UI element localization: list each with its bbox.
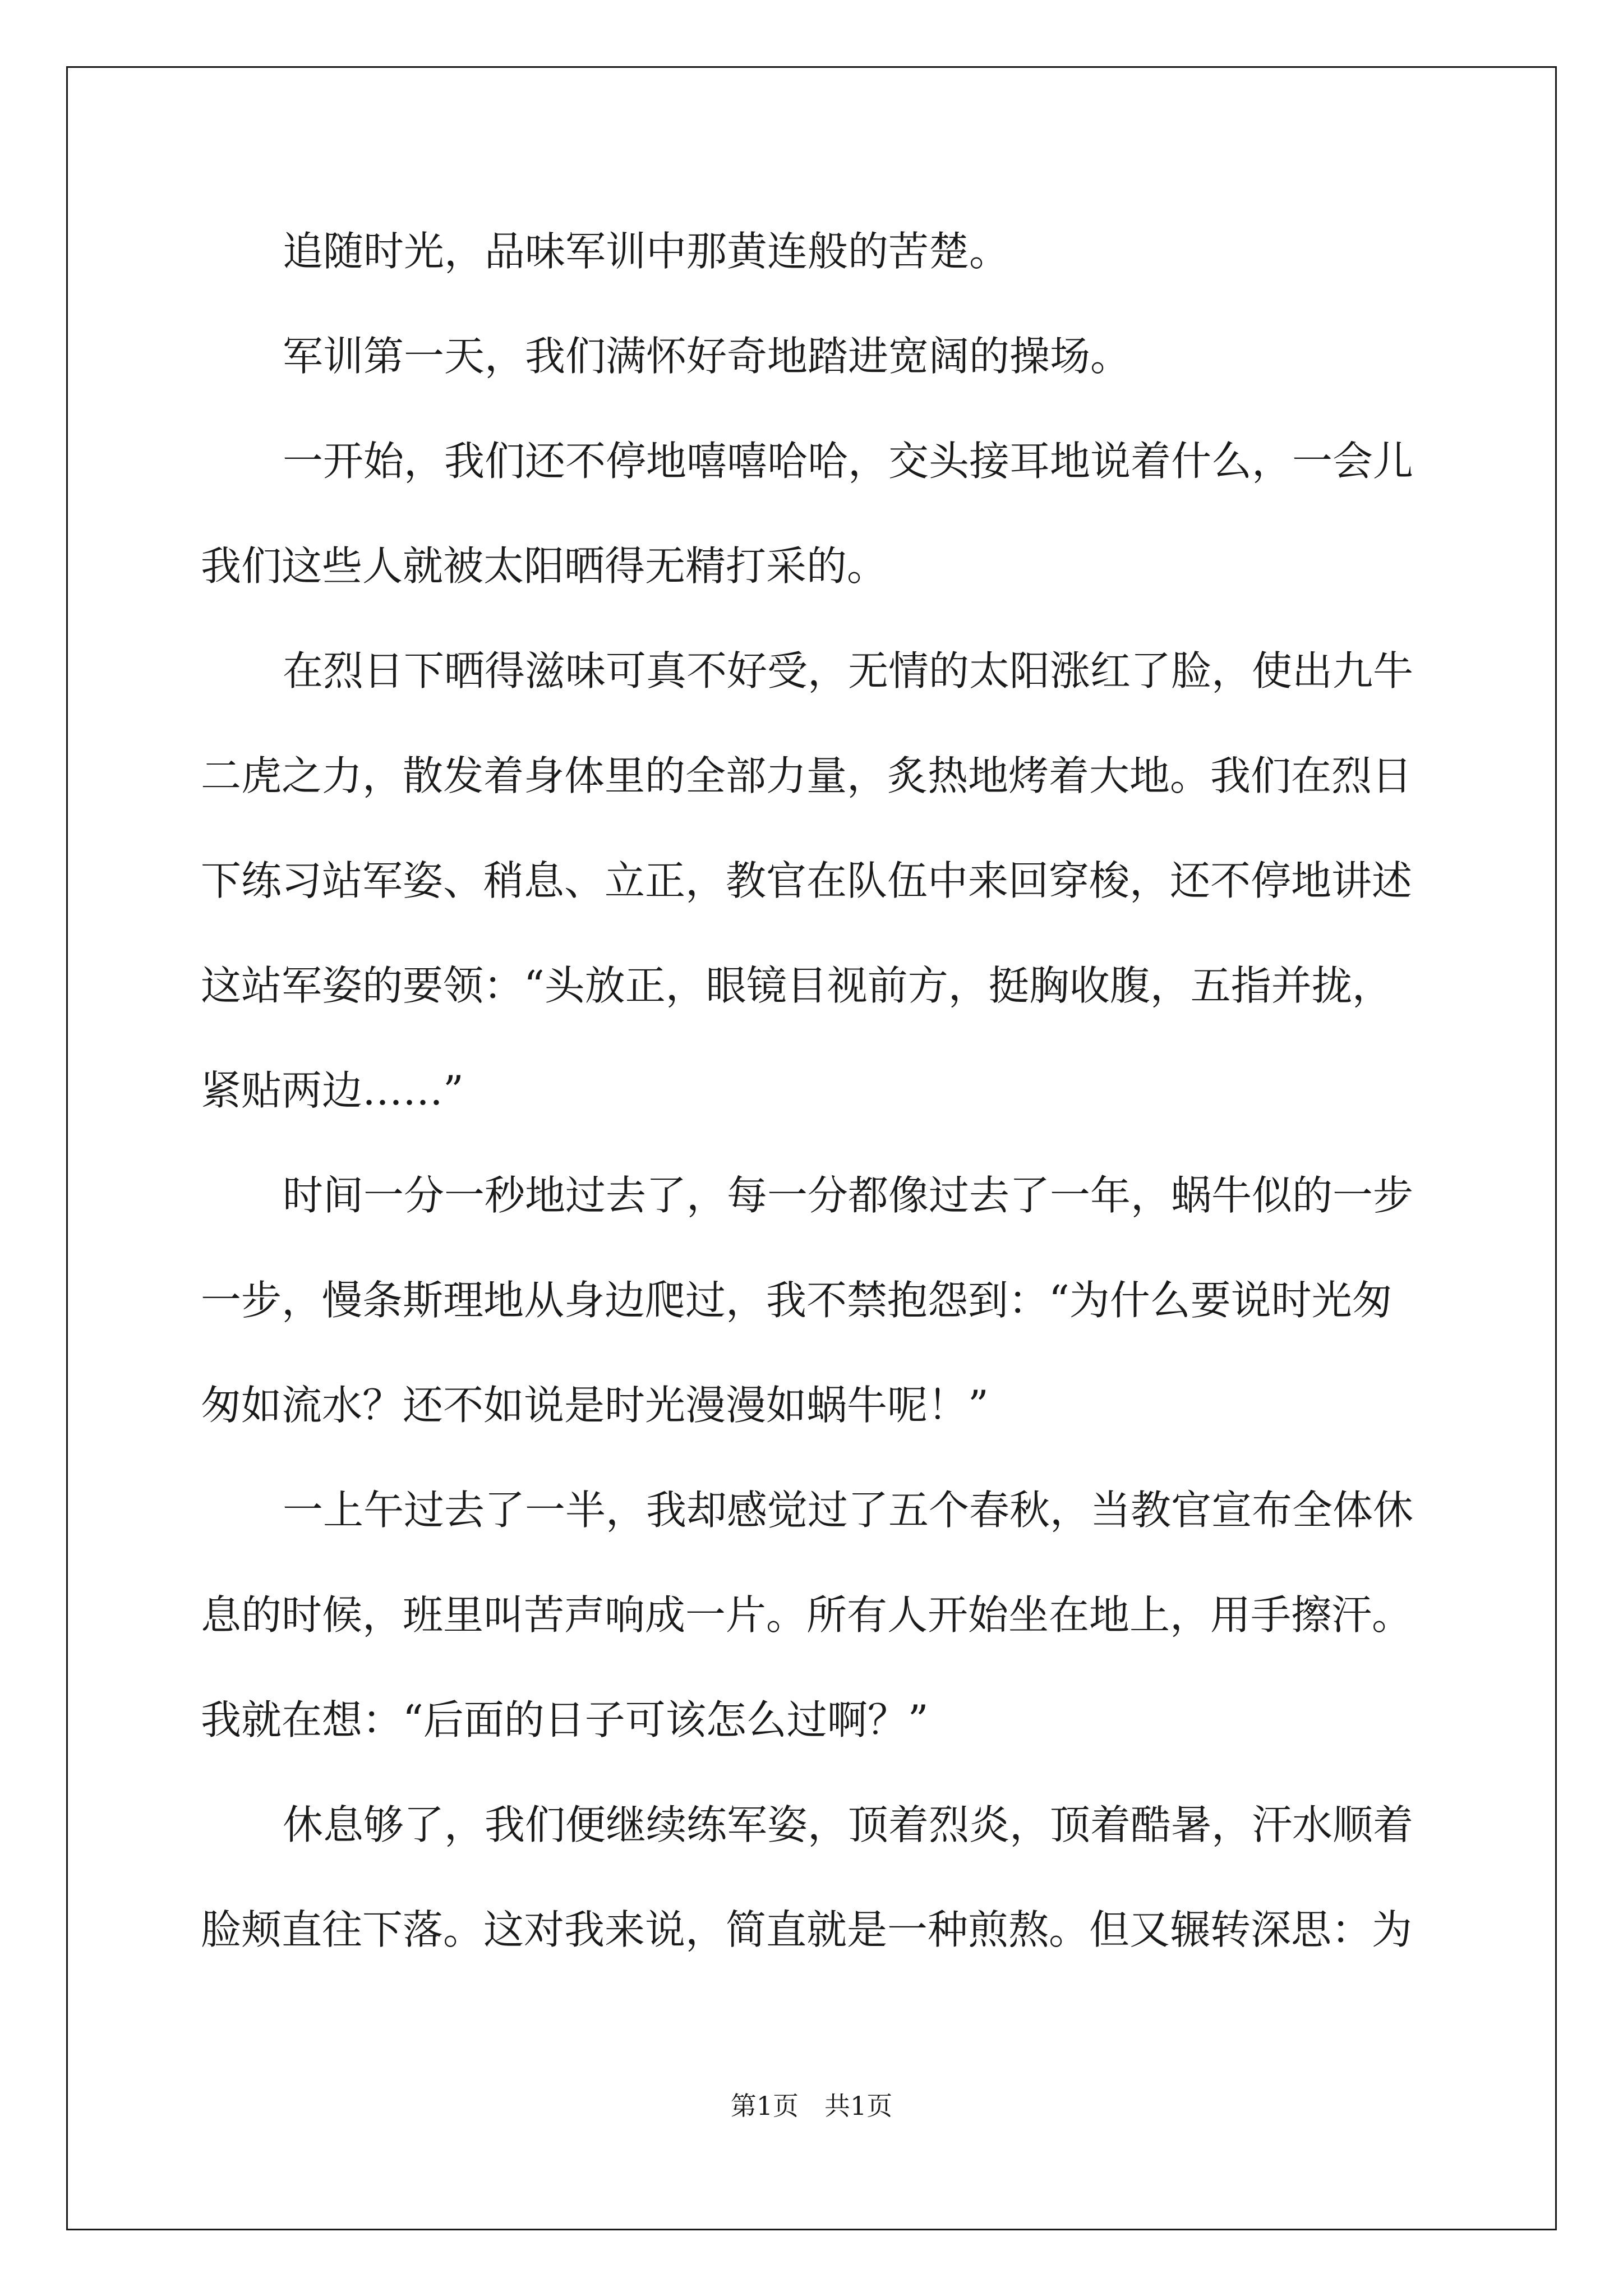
text-line: 息的时候，班里叫苦声响成一片。所有人开始坐在地上，用手擦汗。: [201, 1591, 1413, 1639]
text-line: 下练习站军姿、稍息、立正，教官在队伍中来回穿梭，还不停地讲述: [201, 857, 1413, 904]
text-line: 紧贴两边……”: [201, 1067, 464, 1114]
text-line: 这站军姿的要领：“头放正，眼镜目视前方，挺胸收腹，五指并拢，: [201, 962, 1393, 1009]
text-line: 在烈日下晒得滋味可真不好受，无情的太阳涨红了脸，使出九牛: [283, 647, 1414, 694]
text-line: 我们这些人就被太阳晒得无精打采的。: [201, 542, 888, 590]
text-line: 时间一分一秒地过去了，每一分都像过去了一年，蜗牛似的一步: [283, 1172, 1414, 1219]
text-line: 一上午过去了一半，我却感觉过了五个春秋，当教官宣布全体休: [283, 1487, 1414, 1534]
text-line: 一步，慢条斯理地从身边爬过，我不禁抱怨到：“为什么要说时光匆: [201, 1277, 1393, 1324]
text-line: 匆如流水？还不如说是时光漫漫如蜗牛呢！”: [201, 1382, 989, 1429]
text-line: 一开始，我们还不停地嘻嘻哈哈，交头接耳地说着什么，一会儿: [283, 438, 1414, 485]
text-line: 脸颊直往下落。这对我来说，简直就是一种煎熬。但又辗转深思：为: [201, 1906, 1413, 1953]
document-body: [201, 199, 1429, 1982]
page-footer: [0, 2086, 1623, 2123]
text-line: 军训第一天，我们满怀好奇地踏进宽阔的操场。: [283, 333, 1131, 380]
text-line: 我就在想：“后面的日子可该怎么过啊？”: [201, 1696, 929, 1743]
text-line: 二虎之力，散发着身体里的全部力量，炙热地烤着大地。我们在烈日: [201, 752, 1413, 799]
text-line: 追随时光，品味军训中那黄连般的苦楚。: [283, 228, 1010, 275]
page-number-label: 第1页 共1页: [730, 2091, 893, 2121]
text-line: 休息够了，我们便继续练军姿，顶着烈炎，顶着酷暑，汗水顺着: [283, 1801, 1414, 1848]
